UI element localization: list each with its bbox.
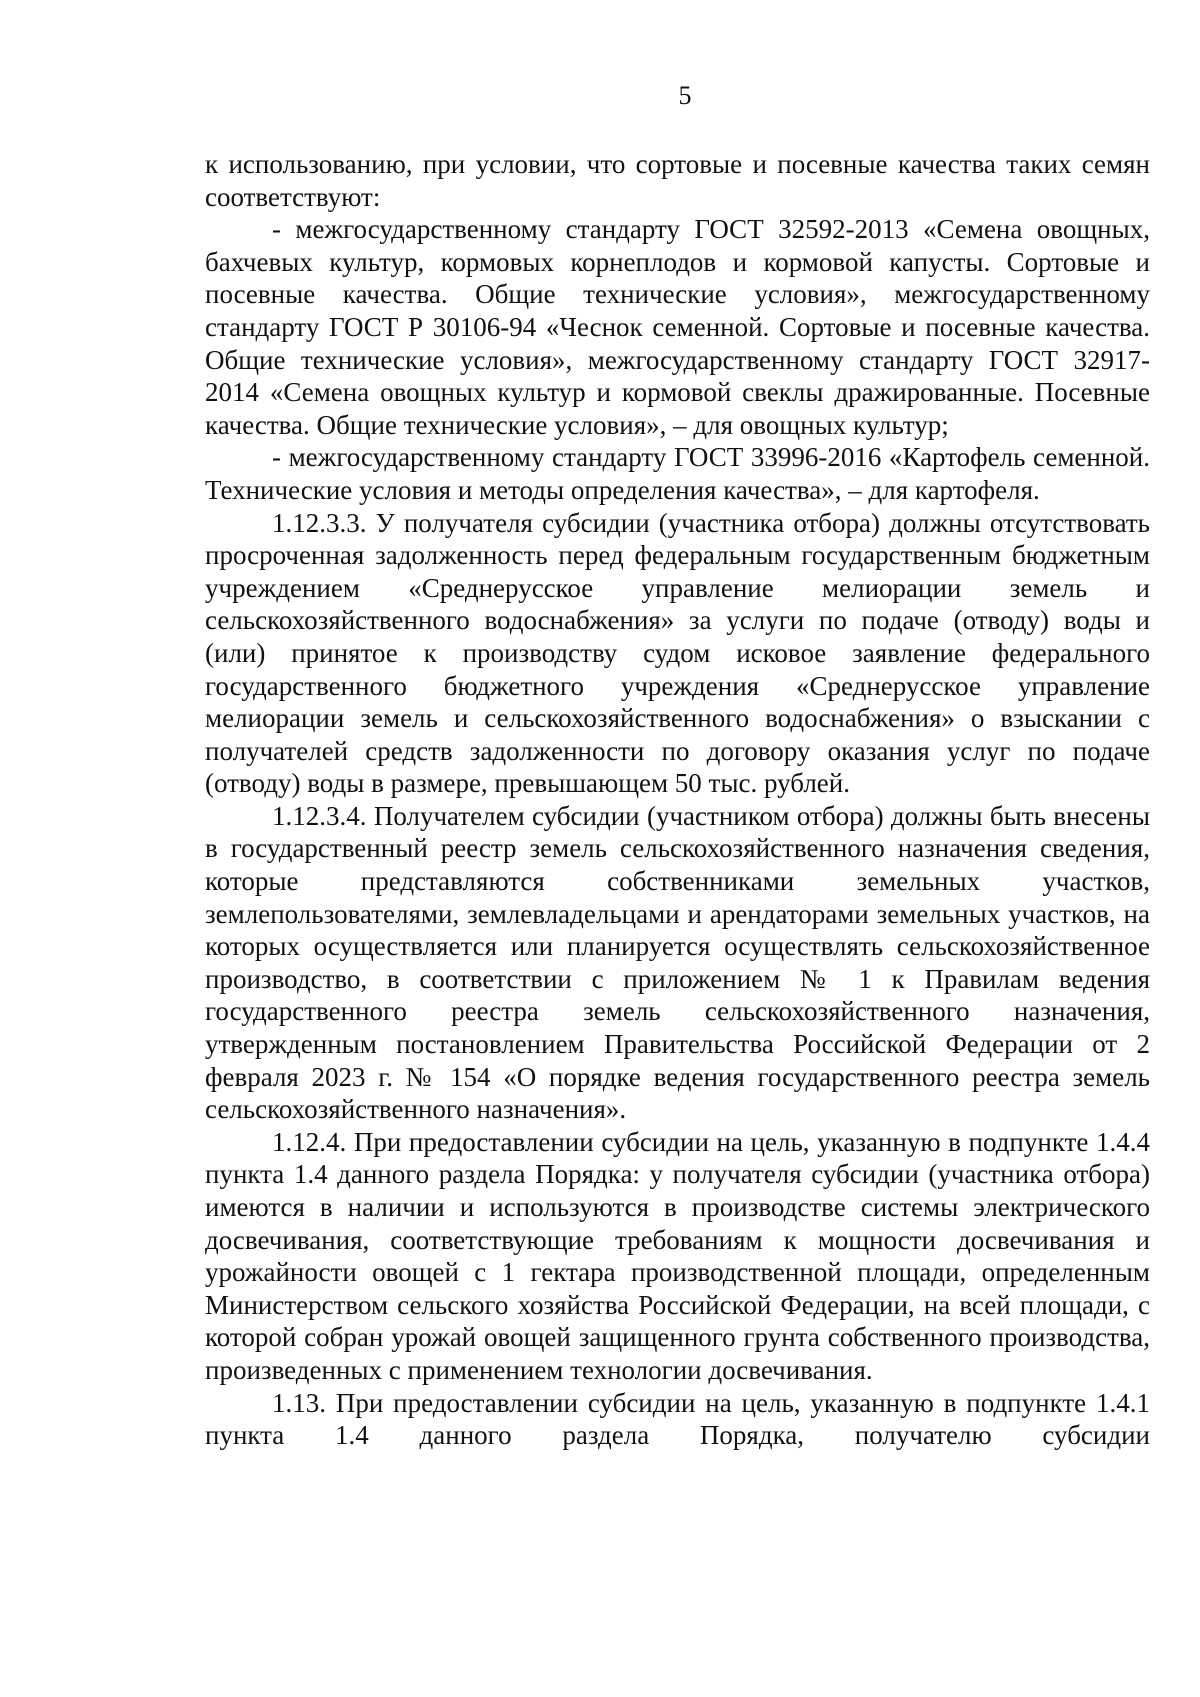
paragraph-1-12-4: 1.12.4. При предоставлении субсидии на цель, указанную в подпункте 1.4.4 пункта 1.4 данного раздела Порядка: у получателя субсидии (участника отбора) имеются в наличии и используются в производстве системы электрического досвечивания, соответствующие требованиям к мощности досвечивания и урожайности овощей с 1 гектара производственной площади, определенным Министерством сельского хозяйства Российской Федерации, на всей площади, с которой собран урожай овощей защищенного грунта собственного производства, произведенных с применением технологии досвечивания. [205, 1126, 1150, 1385]
paragraph-1-12-3-3: 1.12.3.3. У получателя субсидии (участника отбора) должны отсутствовать просроченная задолженность перед федеральным государственным бюджетным учреждением «Среднерусское управление мелиорации земель и сельскохозяйственного водоснабжения» за услуги по подаче (отводу) воды и (или) принятое к производству судом исковое заявление федерального государственного бюджетного учреждения «Среднерусское управление мелиорации земель и сельскохозяйственного водоснабжения» о взыскании с получателей средств задолженности по договору оказания услуг по подаче (отводу) воды в размере, превышающем 50 тыс. рублей. [205, 507, 1150, 799]
document-body [205, 148, 1150, 1452]
paragraph-1-13: 1.13. При предоставлении субсидии на цель, указанную в подпункте 1.4.1 пункта 1.4 данного раздела Порядка, получателю субсидии [205, 1387, 1150, 1451]
paragraph-1-12-3-4: 1.12.3.4. Получателем субсидии (участником отбора) должны быть внесены в государственный реестр земель сельскохозяйственного назначения сведения, которые представляются собственниками земельных участков, землепользователями, землевладельцами и арендаторами земельных участков, на которых осуществляется или планируется осуществлять сельскохозяйственное производство, в соответствии с приложением № 1 к Правилам ведения государственного реестра земель сельскохозяйственного назначения, утвержденным постановлением Правительства Российской Федерации от 2 февраля 2023 г. № 154 «О порядке ведения государственного реестра земель сельскохозяйственного назначения». [205, 800, 1150, 1125]
page-number: 5 [678, 81, 692, 110]
paragraph-continuation: к использованию, при условии, что сортовые и посевные качества таких семян соответствуют: [205, 149, 1150, 212]
paragraph-gost-vegetables: - межгосударственному стандарту ГОСТ 32592-2013 «Семена овощных, бахчевых культур, кормовых корнеплодов и кормовой капусты. Сортовые и посевные качества. Общие технические условия», межгосударственному стандарту ГОСТ Р 30106-94 «Чеснок семенной. Сортовые и посевные качества. Общие технические условия», межгосударственному стандарту ГОСТ 32917-2014 «Семена овощных культур и кормовой свеклы дражированные. Посевные качества. Общие технические условия», – для овощных культур; [205, 214, 1150, 440]
paragraph-gost-potato: - межгосударственному стандарту ГОСТ 33996-2016 «Картофель семенной. Технические условия и методы определения качества», – для картофеля. [205, 442, 1150, 505]
